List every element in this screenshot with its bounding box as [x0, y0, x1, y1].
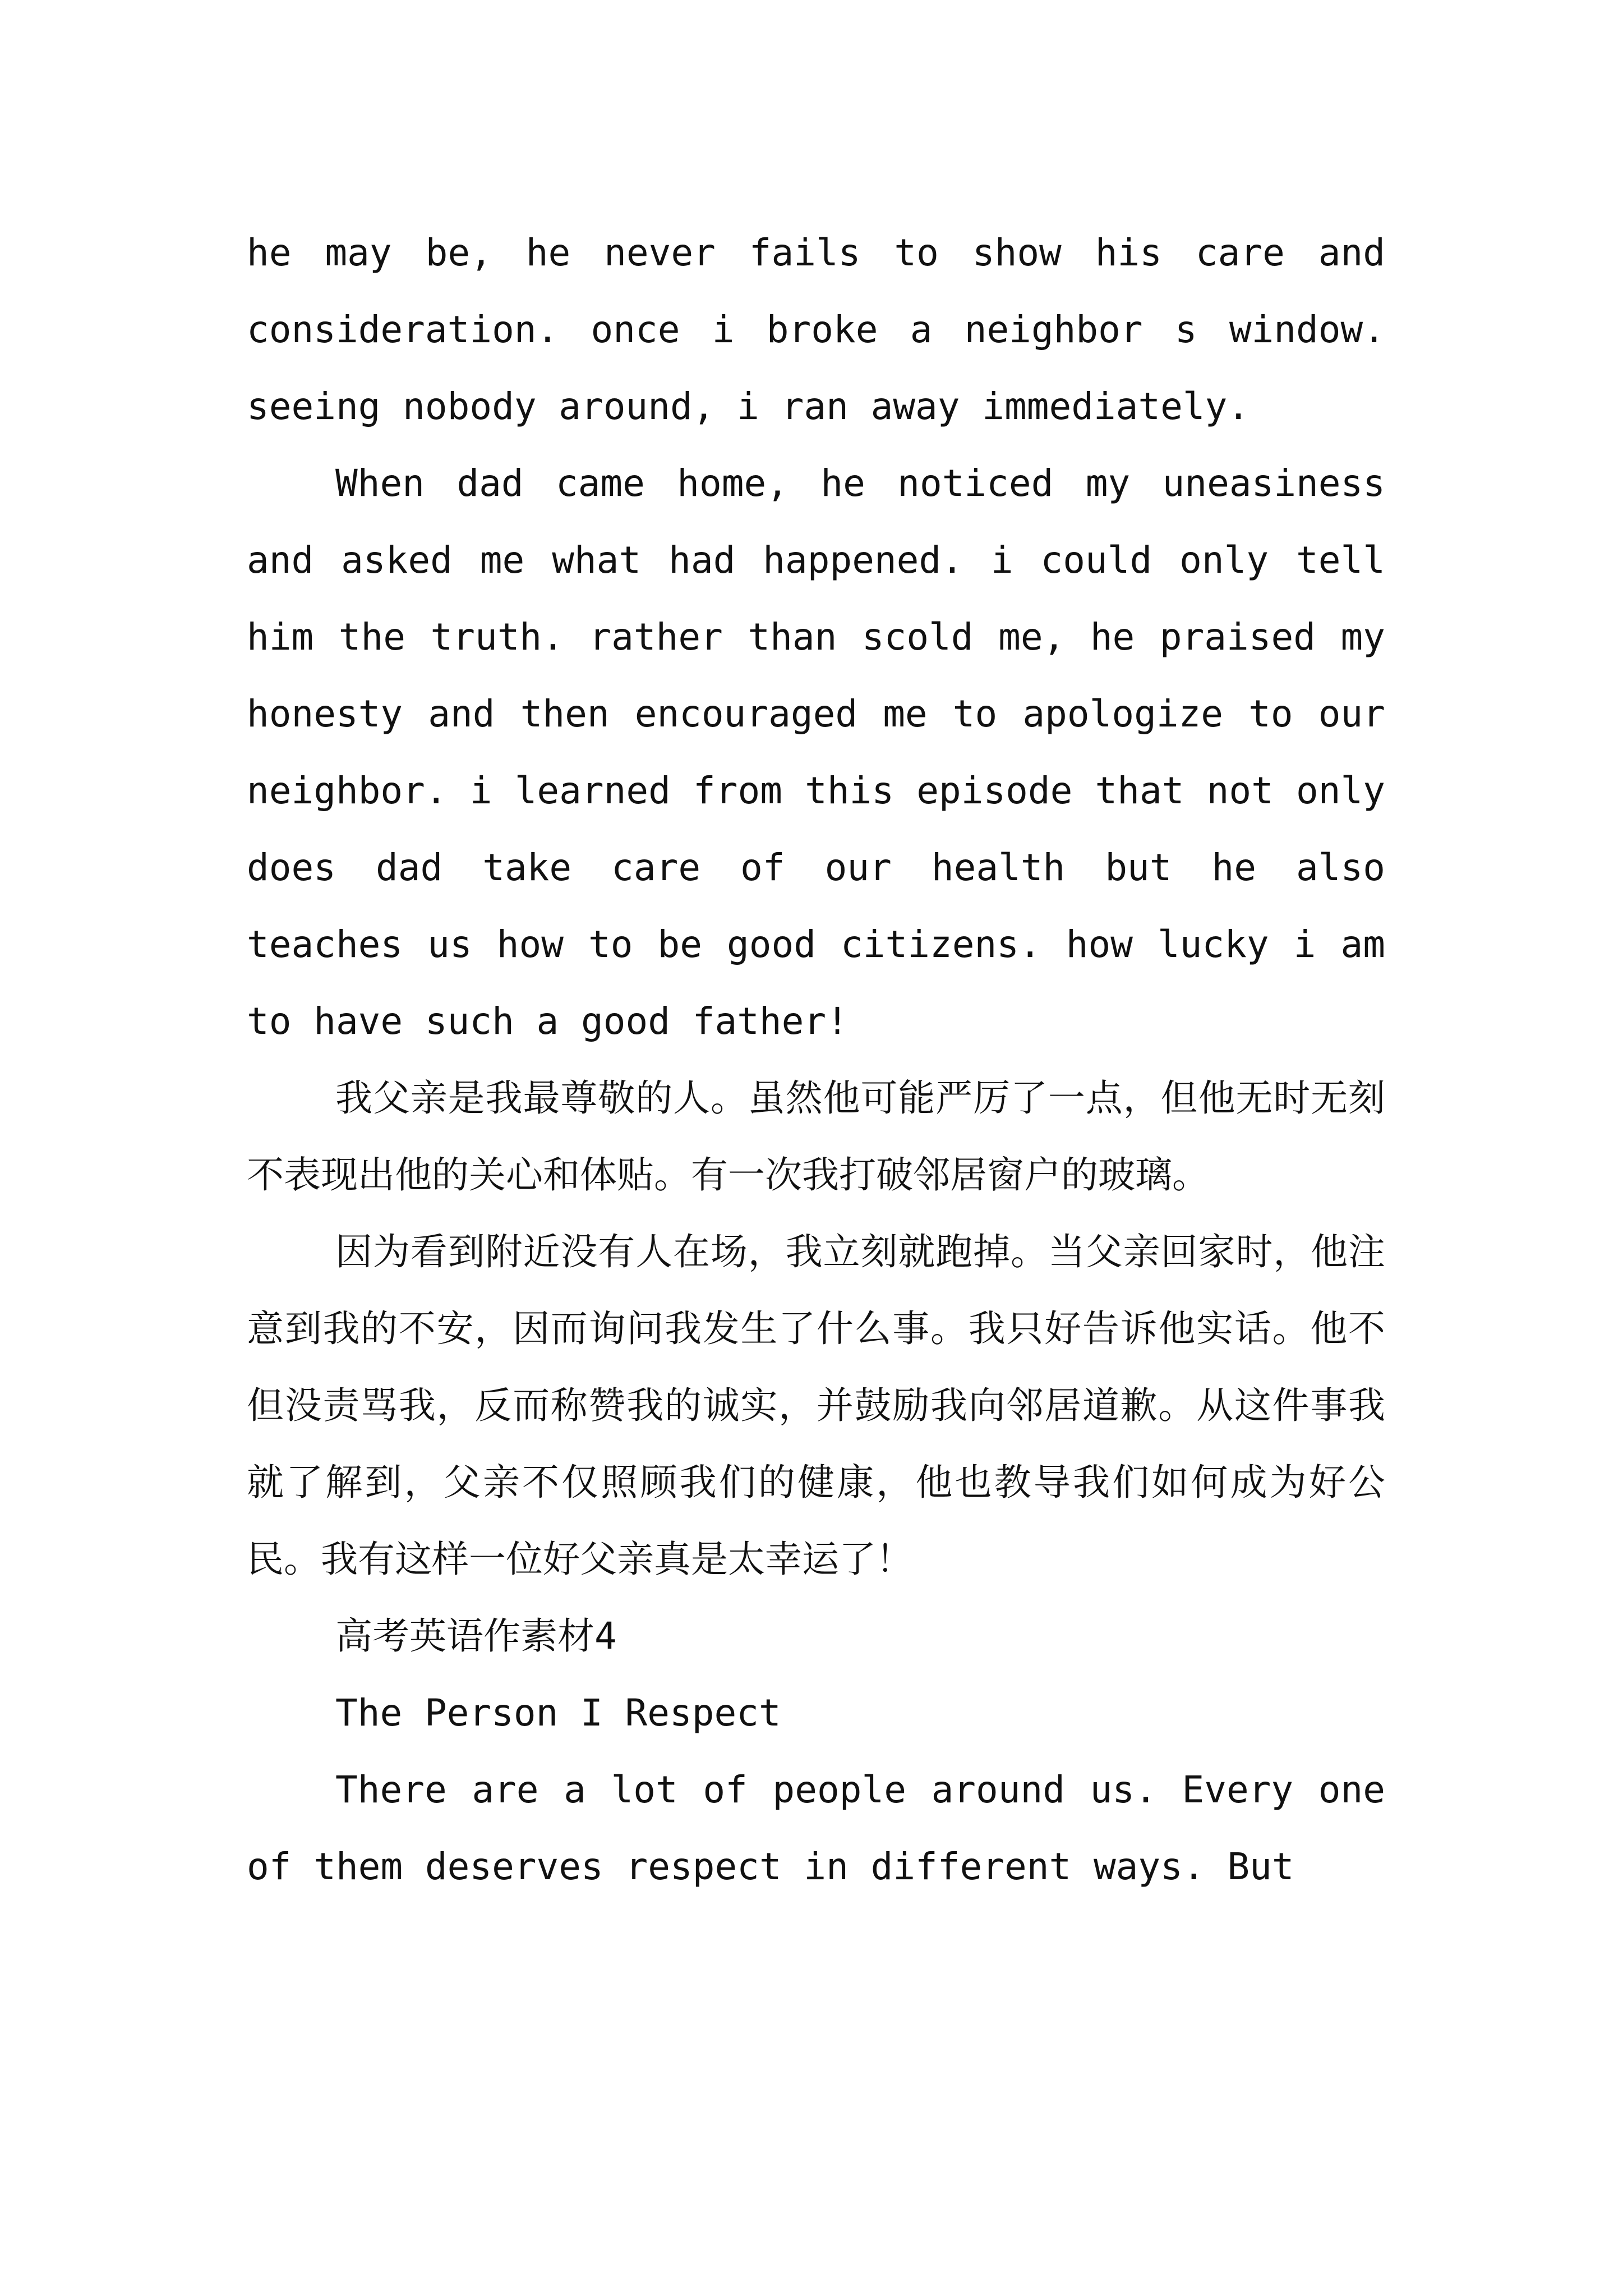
document-body	[247, 214, 1385, 1905]
paragraph-english-story: When dad came home, he noticed my uneasiness and asked me what had happened. i could only tell him the truth. rather than scold me, he praised my honesty and then encouraged me to apologize to our neighbor. i learned from this episode that not only does dad take care of our health but he also teaches us how to be good citizens. how lucky i am to have such a good father!	[247, 462, 1385, 1043]
paragraph-essay-opening: There are a lot of people around us. Every one of them deserves respect in different ways. But	[247, 1768, 1385, 1888]
paragraph-continuation: he may be, he never fails to show his care and consideration. once i broke a neighbor s window. seeing nobody around, i ran away immediately.	[247, 231, 1385, 428]
essay-title: The Person I Respect	[335, 1691, 781, 1734]
paragraph-chinese-translation-2: 因为看到附近没有人在场，我立刻就跑掉。当父亲回家时，他注意到我的不安，因而询问我发生了什么事。我只好告诉他实话。他不但没责骂我，反而称赞我的诚实，并鼓励我向邻居道歉。从这件事我就了解到，父亲不仅照顾我们的健康，他也教导我们如何成为好公民。我有这样一位好父亲真是太幸运了！	[247, 1230, 1385, 1581]
section-heading: 高考英语作素材4	[335, 1614, 617, 1658]
paragraph-chinese-translation-1: 我父亲是我最尊敬的人。虽然他可能严厉了一点，但他无时无刻不表现出他的关心和体贴。有一次我打破邻居窗户的玻璃。	[247, 1076, 1385, 1197]
